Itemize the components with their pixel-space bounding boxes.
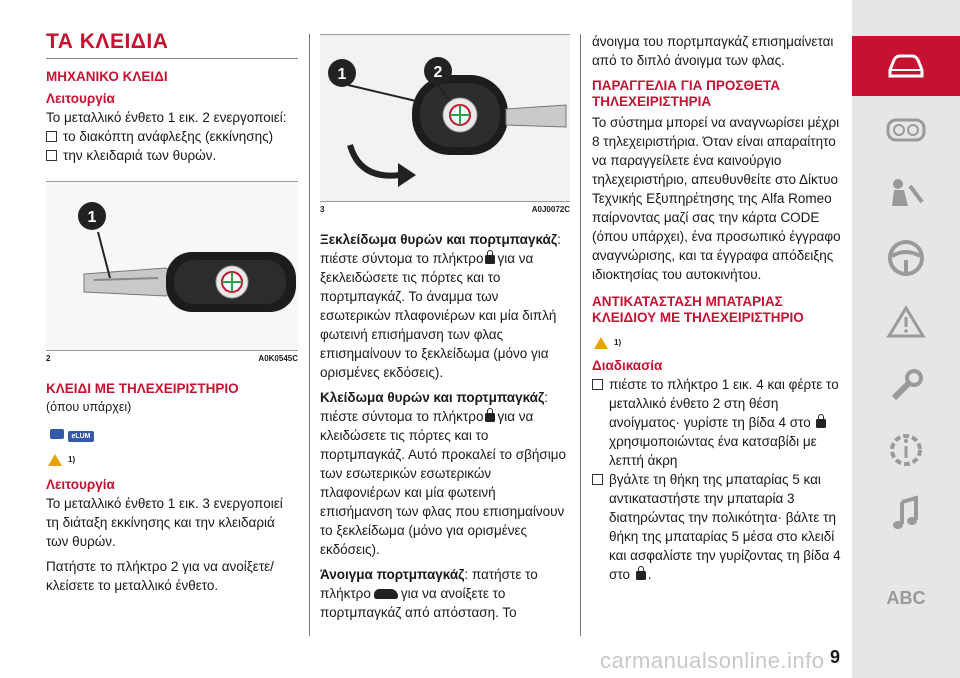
figure-3-caption: 3 A0J0072C — [320, 205, 570, 214]
column-divider — [580, 34, 581, 636]
unlock-button-icon — [485, 255, 495, 264]
procedure-heading: Διαδικασία — [592, 358, 663, 373]
key-illustration — [46, 182, 298, 350]
seatbelt-icon — [884, 176, 928, 212]
lock-button-icon — [485, 413, 495, 422]
chapter-sidebar — [852, 0, 960, 678]
unlock-position-icon — [816, 419, 826, 428]
trunk-paragraph-cont: άνοιγμα του πορτμπαγκάζ επισημαίνεται από το διπλό άνοιγμα των φλας. — [592, 34, 834, 68]
warning-row: 1) — [48, 451, 298, 469]
trunk-button-icon — [374, 589, 398, 599]
remote-key-heading: ΚΛΕΙΔΙ ΜΕ ΤΗΛΕΧΕΙΡΙΣΤΗΡΙΟ — [46, 381, 239, 396]
warning-row: 1) — [594, 334, 842, 352]
index-label: ABC — [886, 587, 926, 608]
checkbox-icon — [592, 474, 603, 485]
operation-text-2: Το μεταλλικό ένθετο 1 εικ. 3 ενεργοποιεί τη διάταξη εκκίνησης και την κλειδαριά των θυρών. — [46, 496, 283, 549]
procedure-step-2: βγάλτε τη θήκη της μπαταρίας 5 και αντικαταστήστε την μπαταρία 3 διατηρώντας την πολικότητα· βάλτε τη θήκη της μπαταρίας 5 μέσα στο κλειδί και ασφαλίστε την γυρίζοντας τη βίδα 4 στο . — [592, 470, 842, 584]
remote-key-subtitle: (όπου υπάρχει) — [46, 400, 132, 414]
sidebar-item-maintenance[interactable] — [852, 356, 960, 416]
battery-replacement-heading: ΑΝΤΙΚΑΤΑΣΤΑΣΗ ΜΠΑΤΑΡΙΑΣ ΚΛΕΙΔΙΟΥ ΜΕ ΤΗΛΕΧΕΙΡΙΣΤΗΡΙΟ — [592, 294, 804, 325]
operation-heading-2: Λειτουργία — [46, 477, 115, 492]
dashboard-icon — [884, 116, 928, 144]
sidebar-item-emergency[interactable] — [852, 292, 960, 352]
sidebar-item-multimedia[interactable] — [852, 484, 960, 544]
watermark: carmanualsonline.info — [600, 648, 825, 673]
warning-icon — [594, 337, 608, 349]
music-icon — [886, 494, 926, 534]
steering-wheel-icon — [886, 238, 926, 278]
sidebar-item-dashboard[interactable] — [852, 100, 960, 160]
remote-key-illustration — [320, 35, 570, 201]
title-rule — [46, 58, 298, 59]
page-number: 9 — [829, 647, 840, 667]
sidebar-item-index[interactable] — [852, 568, 960, 628]
checkbox-icon — [46, 131, 57, 142]
lock-paragraph: Κλείδωμα θυρών και πορτμπαγκάζ: πιέστε σύντομα το πλήκτρο για να κλειδώσετε τις πόρτες και το πορτμπαγκάζ. Αυτό προκαλεί το σβήσιμο των εσωτερικών εσωτερικών πλαφονιέρων και μία φωτεινή επισήμανση των φλας που επισημαίνουν το ξεκλείδωμα (μόνο για ορισμένες εκδόσεις). — [320, 390, 567, 557]
warning-icon — [48, 454, 62, 466]
column-2 — [320, 0, 570, 622]
order-remote-heading: ΠΑΡΑΓΓΕΛΙΑ ΓΙΑ ΠΡΟΣΘΕΤΑ ΤΗΛΕΧΕΙΡΙΣΤΗΡΙΑ — [592, 78, 780, 109]
figure-label-1: 1 — [337, 66, 347, 83]
sidebar-item-safety[interactable] — [852, 164, 960, 224]
checkbox-icon — [46, 150, 57, 161]
column-3 — [592, 0, 842, 584]
procedure-step-1: πιέστε το πλήκτρο 1 εικ. 4 και φέρτε το μεταλλικό ένθετο 2 στη θέση ανοίγματος· γυρίστε τη βίδα 4 στο χρησιμοποιώντας ένα κατσαβίδι με λεπτή άκρη — [592, 375, 842, 470]
sidebar-item-car[interactable] — [852, 36, 960, 96]
column-1 — [46, 0, 298, 595]
car-icon — [884, 52, 928, 80]
sidebar-item-driving[interactable] — [852, 228, 960, 288]
elum-badge-row — [50, 425, 298, 443]
gear-info-icon — [886, 430, 926, 470]
figure-2-caption: 2 A0K0545C — [46, 354, 298, 363]
unlock-paragraph: Ξεκλείδωμα θυρών και πορτμπαγκάζ: πιέστε σύντομα το πλήκτρο για να ξεκλειδώσετε τις πόρτες και το πορτμπαγκάζ. Το άναμμα των εσωτερικών πλαφονιέρων και μία διπλή φωτεινή επισήμανση των φλας επισημαίνουν το ξεκλείδωμα (μόνο για ορισμένες εκδόσεις). — [320, 232, 561, 380]
wrench-icon — [886, 366, 926, 406]
mechanical-key-heading: ΜΗΧΑΝΙΚΟ ΚΛΕΙΔΙ — [46, 69, 168, 84]
figure-2 — [46, 181, 298, 351]
bullet-doors: την κλειδαριά των θυρών. — [46, 146, 298, 165]
sidebar-item-technical-data[interactable] — [852, 420, 960, 480]
page-title: ΤΑ ΚΛΕΙΔΙΑ — [46, 30, 169, 53]
lock-position-icon — [636, 571, 646, 580]
elum-badge: eLUM — [68, 431, 93, 442]
figure-3 — [320, 34, 570, 202]
bullet-ignition: το διακόπτη ανάφλεξης (εκκίνησης) — [46, 127, 298, 146]
figure-label-2: 2 — [433, 64, 443, 81]
order-remote-text: Το σύστημα μπορεί να αναγνωρίσει μέχρι 8 τηλεχειριστήρια. Όταν είναι απαραίτητο να παραγγείλετε ένα καινούργιο τηλεχειριστήριο, απευθυνθείτε στο Δίκτυο Τεχνικής Εξυπηρέτησης της Alfa Romeo παίρνοντας μαζί σας την κάρτα CODE (όπου υπάρχει), ένα προσωπικό έγγραφο αναγνώρισης, και τα έγγραφα απόδειξης ιδιοκτησίας του αυτοκινήτου. — [592, 115, 841, 282]
checkbox-icon — [592, 379, 603, 390]
column-divider — [309, 34, 310, 636]
trunk-paragraph: Άνοιγμα πορτμπαγκάζ: πατήστε το πλήκτρο για να ανοίξετε το πορτμπαγκάζ από απόσταση. Το — [320, 567, 538, 620]
figure-label: 1 — [87, 209, 97, 226]
operation-heading: Λειτουργία — [46, 91, 115, 106]
warning-triangle-icon — [886, 304, 926, 340]
operation-text: Το μεταλλικό ένθετο 1 εικ. 2 ενεργοποιεί: — [46, 110, 287, 125]
elum-hand-icon — [50, 429, 64, 439]
operation-text-3: Πατήστε το πλήκτρο 2 για να ανοίξετε/κλείσετε το μεταλλικό ένθετο. — [46, 559, 274, 593]
